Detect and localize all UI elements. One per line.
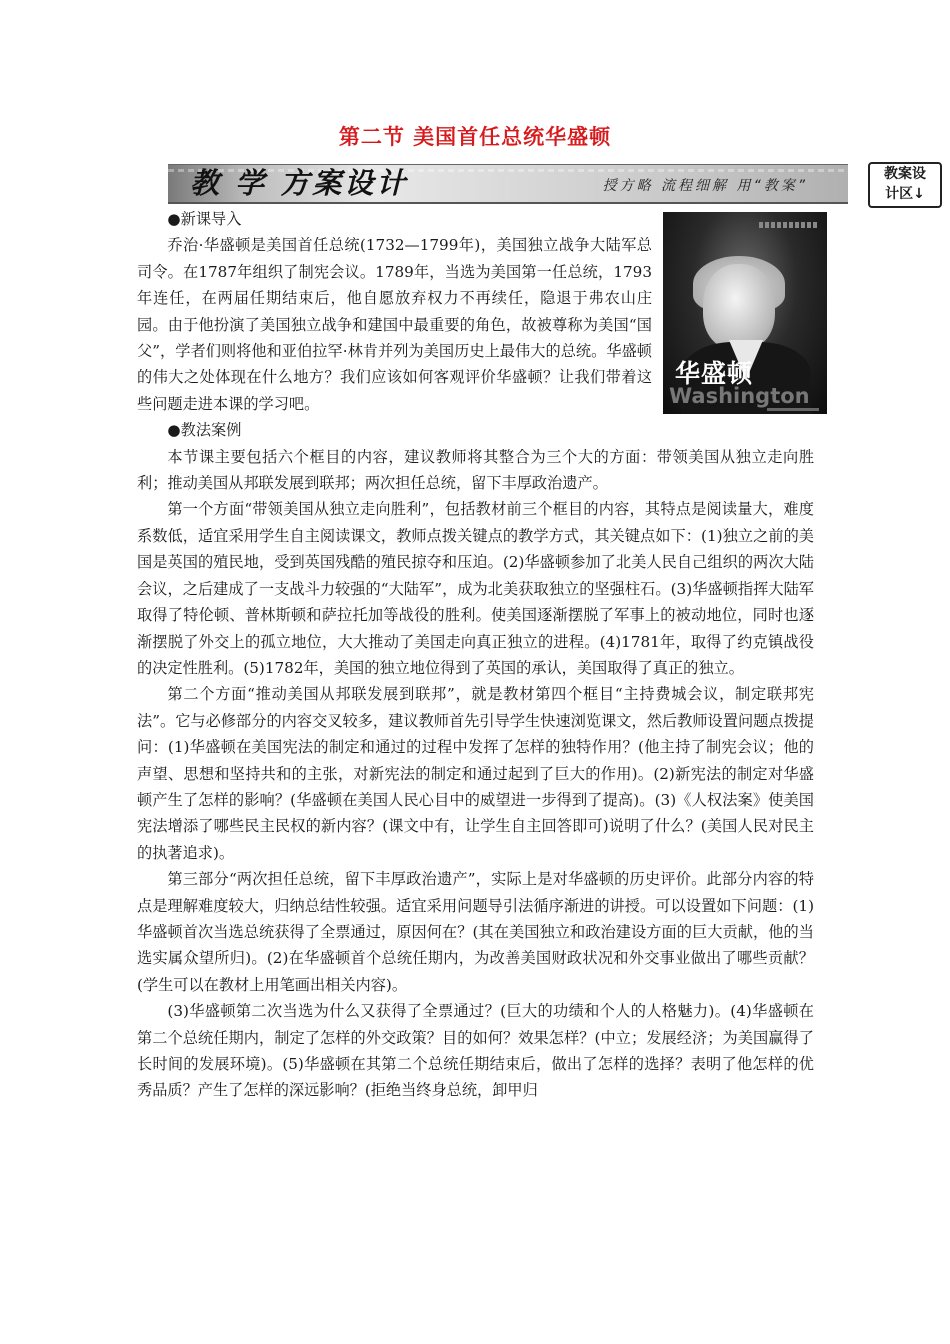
paragraph: 第一个方面“带领美国从独立走向胜利”，包括教材前三个框目的内容，其特点是阅读量大，难度系数低，适宜采用学生自主阅读课文，教师点拨关键点的教学方式，其关键点如下：(1)独立之前的美国是英国的殖民地，受到英国残酷的殖民掠夺和压迫。(2)华盛顿参加了北美人民自己组织的两次大陆会议，之后建成了一支战斗力较强的“大陆军”，成为北美获取独立的坚强柱石。(3)华盛顿指挥大陆军取得了特伦顿、普林斯顿和萨拉托加等战役的胜利。使美国逐渐摆脱了军事上的被动地位，同时也逐渐摆脱了外交上的孤立地位，大大推动了美国走向真正独立的进程。(4)1781年，取得了约克镇战役的决定性胜利。(5)1782年，美国的独立地位得到了英国的承认，美国取得了真正的独立。 [137,500,814,677]
paragraph: 第三部分“两次担任总统，留下丰厚政治遗产”，实际上是对华盛顿的历史评价。此部分内容的特点是理解难度较大，归纳总结性较强。适宜采用问题导引法循序渐进的讲授。可以设置如下问题：(1)华盛顿首次当选总统获得了全票通过，原因何在？(其在美国独立和政治建设方面的巨大贡献，他的当选实属众望所归)。(2)在华盛顿首个总统任期内，为改善美国财政状况和外交事业做出了哪些贡献？(学生可以在教材上用笔画出相关内容)。 [137,870,814,994]
paragraph: 本节课主要包括六个框目的内容，建议教师将其整合为三个大的方面：带领美国从独立走向胜利；推动美国从邦联发展到联邦；两次担任总统，留下丰厚政治遗产。 [137,447,814,493]
banner-title: 教 学 方案设计 [190,166,409,200]
intro-heading: ●新课导入 [167,210,242,228]
side-tag-line2: 计区↓ [885,186,925,202]
banner-subtitle: 授方略 流程细解 用“教案” [602,178,808,194]
intro-block [137,206,814,417]
side-tag [868,162,942,208]
intro-paragraph: 乔治·华盛顿是美国首任总统(1732—1799年)，美国独立战争大陆军总司令。在1787年组织了制宪会议。1789年，当选为美国第一任总统，1793年连任，在两届任期结束后，他自愿放弃权力不再续任，隐退于弗农山庄园。由于他扮演了美国独立战争和建国中最重要的角色，故被尊称为美国“国父”，学者们则将他和亚伯拉罕·林肯并列为美国历史上最伟大的总统。华盛顿的伟大之处体现在什么地方？我们应该如何客观评价华盛顿？让我们带着这些问题走进本课的学习吧。 [137,236,652,413]
section-banner [168,164,848,204]
paragraph: (3)华盛顿第二次当选为什么又获得了全票通过？(巨大的功绩和个人的人格魅力)。(4)华盛顿在第二个总统任期内，制定了怎样的外交政策？目的如何？效果怎样？(中立；发展经济；为美国赢得了长时间的发展环境)。(5)华盛顿在其第二个总统任期结束后，做出了怎样的选择？表明了他怎样的优秀品质？产生了怎样的深远影响？(拒绝当终身总统，卸甲归 [137,1002,814,1100]
page-title: 第二节 美国首任总统华盛顿 [338,125,612,149]
portrait-caption-cn: 华盛顿 [675,359,754,388]
paragraph: 第二个方面“推动美国从邦联发展到联邦”，就是教材第四个框目“主持费城会议，制定联邦宪法”。它与必修部分的内容交叉较多，建议教师首先引导学生快速浏览课文，然后教师设置问题点拨提问：(1)华盛顿在美国宪法的制定和通过的过程中发挥了怎样的独特作用？(他主持了制宪会议；他的声望、思想和坚持共和的主张，对新宪法的制定和通过起到了巨大的作用)。(2)新宪法的制定对华盛顿产生了怎样的影响？(华盛顿在美国人民心目中的威望进一步得到了提高)。(3)《人权法案》使美国宪法增添了哪些民主民权的新内容？(课文中有，让学生自主回答即可)说明了什么？(美国人民对民主的执著追求)。 [137,685,814,862]
side-tag-line1: 教案设 [884,166,926,182]
method-heading: ●教法案例 [167,421,242,440]
portrait-caption-en: Washington [669,384,810,408]
document-body [137,206,814,1104]
